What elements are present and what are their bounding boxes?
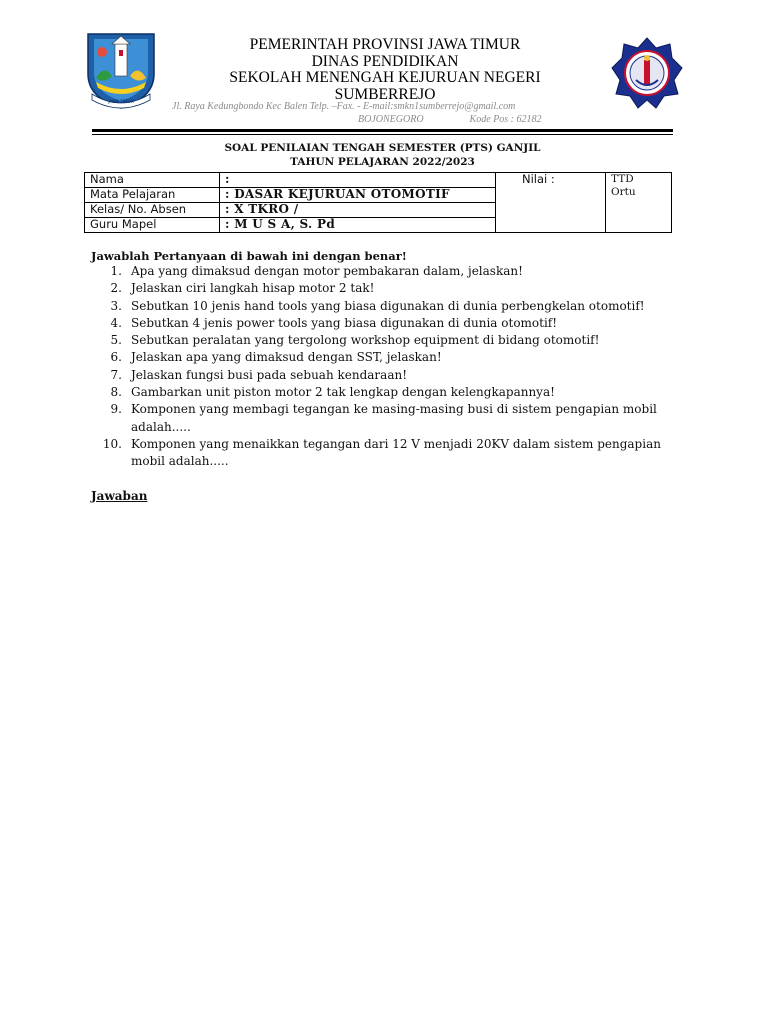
question-item — [91, 436, 681, 471]
question-number: 9. — [110, 402, 122, 417]
jawa-timur-emblem-logo — [82, 30, 160, 110]
question-text: Apa yang dimaksud dengan motor pembakaran dalam, jelaskan! — [131, 264, 523, 278]
question-item — [91, 315, 681, 332]
question-number: 6. — [110, 350, 122, 365]
question-item — [91, 298, 681, 315]
exam-title: SOAL PENILAIAN TENGAH SEMESTER (PTS) GANJIL — [224, 142, 541, 154]
letterhead-city: BOJONEGORO — [358, 114, 424, 125]
question-item — [91, 384, 681, 401]
student-info-table — [84, 172, 672, 233]
info-value: : — [220, 173, 496, 188]
info-label: Mata Pelajaran — [85, 188, 220, 203]
question-number: 3. — [110, 298, 122, 313]
question-text: Jelaskan fungsi busi pada sebuah kendaraan! — [131, 367, 408, 382]
question-item — [91, 263, 681, 280]
letterhead-divider-thick — [92, 129, 673, 132]
question-number: 7. — [110, 367, 122, 382]
question-text: Sebutkan 10 jenis hand tools yang biasa digunakan di dunia perbengkelan otomotif! — [131, 298, 645, 313]
emblem-banner-text: JAWA TIMUR — [108, 99, 134, 104]
letterhead-department: DINAS PENDIDIKAN — [311, 52, 459, 70]
question-text: Jelaskan ciri langkah hisap motor 2 tak! — [131, 281, 375, 296]
question-text: Komponen yang membagi tegangan ke masing-masing busi di sistem pengapian mobil adalah..... — [131, 402, 657, 434]
info-label: Nama — [85, 173, 220, 188]
exam-year: TAHUN PELAJARAN 2022/2023 — [290, 155, 475, 168]
letterhead-divider-thin — [92, 134, 673, 135]
exam-title-block — [90, 142, 675, 169]
question-text: Sebutkan peralatan yang tergolong workshop equipment di bidang otomotif! — [131, 333, 600, 348]
ttd-ortu-cell: TTD Ortu — [606, 173, 672, 233]
question-item — [91, 280, 681, 297]
answer-heading: Jawaban — [91, 489, 148, 503]
instruction: Jawablah Pertanyaan di bawah ini dengan benar! — [91, 249, 407, 263]
nilai-cell: Nilai : — [496, 173, 606, 233]
question-item — [91, 332, 681, 349]
school-emblem-logo — [610, 36, 684, 110]
question-list — [91, 263, 681, 471]
question-number: 10. — [102, 436, 122, 451]
info-value: : M U S A, S. Pd — [220, 218, 496, 233]
letterhead — [160, 37, 610, 103]
info-value: : X TKRO / — [220, 203, 496, 218]
letterhead-government: PEMERINTAH PROVINSI JAWA TIMUR — [249, 36, 521, 53]
info-label: Guru Mapel — [85, 218, 220, 233]
question-number: 8. — [110, 385, 122, 400]
question-text: Sebutkan 4 jenis power tools yang biasa digunakan di dunia otomotif! — [131, 315, 558, 330]
letterhead-school: SEKOLAH MENENGAH KEJURUAN NEGERI — [229, 69, 541, 86]
letterhead-school-location: SUMBERREJO — [334, 85, 436, 103]
letterhead-address: Jl. Raya Kedungbondo Kec Balen Telp. –Fax. - E-mail:smkn1sumberrejo@gmail.com — [172, 101, 516, 112]
letterhead-postal-code: Kode Pos : 62182 — [469, 114, 542, 125]
question-number: 2. — [110, 281, 122, 296]
question-item — [91, 367, 681, 384]
info-value: : DASAR KEJURUAN OTOMOTIF — [220, 188, 496, 203]
question-item — [91, 401, 681, 436]
question-number: 4. — [110, 315, 122, 330]
question-number: 5. — [110, 333, 122, 348]
letterhead-city-postal — [358, 114, 542, 125]
info-row-nama — [85, 173, 672, 188]
question-text: Jelaskan apa yang dimaksud dengan SST, jelaskan! — [131, 350, 442, 365]
info-label: Kelas/ No. Absen — [85, 203, 220, 218]
question-number: 1. — [110, 264, 122, 278]
question-text: Gambarkan unit piston motor 2 tak lengkap dengan kelengkapannya! — [131, 385, 555, 400]
question-text: Komponen yang menaikkan tegangan dari 12 V menjadi 20KV dalam sistem pengapian mobil adalah..... — [131, 436, 661, 469]
question-item — [91, 349, 681, 366]
